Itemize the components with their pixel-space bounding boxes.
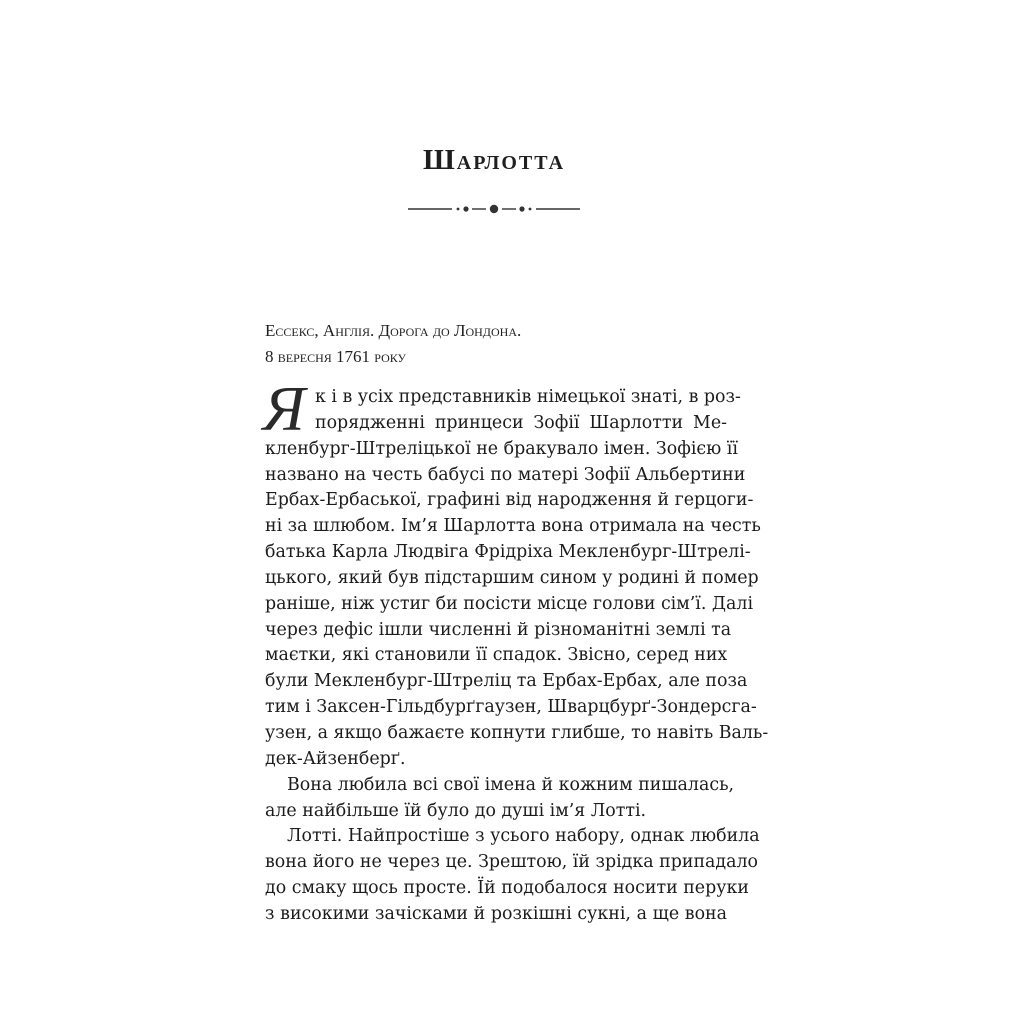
text-line: Вона любила всі свої імена й кожним пишалась, xyxy=(287,774,735,795)
location-date: 8 вересня 1761 року xyxy=(265,347,407,366)
text-line: вона його не через це. Зрештою, їй зрідка припадало xyxy=(265,852,759,873)
text-line: батька Карла Людвіга Фрідріха Мекленбург-Штрелі- xyxy=(265,542,751,563)
text-line: цького, який був підстаршим сином у родині й помер xyxy=(265,567,759,588)
text-line: але найбільше їй було до душі ім’я Лотті. xyxy=(265,800,647,821)
text-line: Ербах-Ербаської, графині від народження й герцоги- xyxy=(265,490,754,511)
chapter-title: Шарлотта xyxy=(422,144,566,176)
body-text xyxy=(263,373,769,928)
text-line: тим і Заксен-Гільдбурґгаузен, Шварцбурґ-Зондерсга- xyxy=(265,697,757,718)
text-line: до смаку щось просте. Їй подобалося носити перуки xyxy=(265,878,749,899)
text-line: дек-Айзенберґ. xyxy=(265,748,406,769)
location-dateline xyxy=(265,318,735,370)
text-line: порядженні принцеси Зофії Шарлотти Ме- xyxy=(315,412,727,433)
text-line: названо на честь бабусі по матері Зофії Альбертини xyxy=(265,464,746,485)
text-line: Лотті. Найпростіше з усього набору, однак любила xyxy=(287,826,760,847)
text-line: з високими зачісками й розкішні сукні, а ще вона xyxy=(265,903,727,924)
drop-cap: Я xyxy=(263,373,306,444)
text-line: ні за шлюбом. Ім’я Шарлотта вона отримала на честь xyxy=(265,516,761,537)
text-line: к і в усіх представників німецької знаті, в роз- xyxy=(315,387,741,407)
text-line: раніше, ніж устиг би посісти місце голови сім’ї. Далі xyxy=(265,593,754,614)
text-line: узен, а якщо бажаєте копнути глибше, то навіть Валь- xyxy=(265,722,769,743)
text-line: були Мекленбург-Штреліц та Ербах-Ербах, але поза xyxy=(265,671,748,692)
text-line: маєтки, які становили її спадок. Звісно, серед них xyxy=(265,645,728,666)
text-line: кленбург-Штреліцької не бракувало імен. Зофією її xyxy=(265,438,738,459)
location-place: Ессекс, Англія. Дорога до Лондона. xyxy=(265,321,522,340)
text-line: через дефіс ішли численні й різноманітні землі та xyxy=(265,619,732,640)
title-ornament xyxy=(406,200,582,218)
